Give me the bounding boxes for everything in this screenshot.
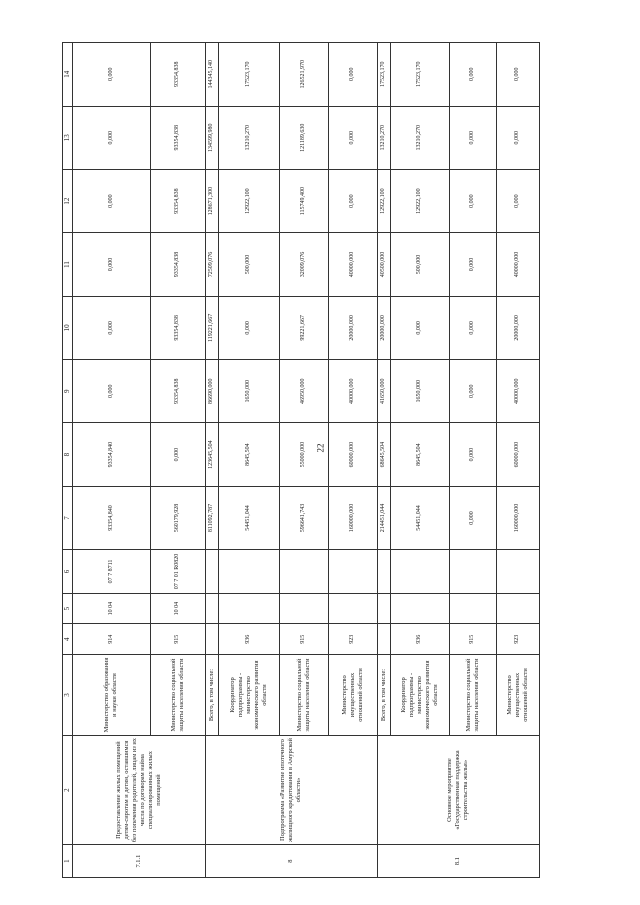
value-cell: 17523,170 — [377, 43, 390, 107]
executor-cell: Министерство имущественных отношений области — [496, 655, 539, 736]
value-cell: 0,000 — [449, 43, 496, 107]
value-cell: 0,000 — [218, 296, 279, 359]
value-cell: 134599,980 — [205, 106, 218, 169]
budget-table — [62, 42, 540, 878]
value-cell: 144345,140 — [205, 43, 218, 107]
value-cell: 20000,000 — [328, 296, 377, 359]
executor-cell: Координатор подпрограммы - министерство экономического развития области — [390, 655, 449, 736]
value-cell: 40000,000 — [328, 360, 377, 423]
value-cell: 500,000 — [218, 233, 279, 296]
value-cell: 60000,000 — [328, 423, 377, 486]
executor-cell: Координатор подпрограммы - министерство экономического развития области — [218, 655, 279, 736]
value-cell: 93354,840 — [72, 423, 150, 486]
value-cell: 0,000 — [328, 106, 377, 169]
value-cell: 121189,630 — [279, 106, 328, 169]
value-cell: 68645,504 — [377, 423, 390, 486]
value-cell: 13210,270 — [390, 106, 449, 169]
header-cell: 8 — [63, 423, 73, 486]
value-cell: 160000,000 — [496, 486, 539, 549]
value-cell: 8645,504 — [390, 423, 449, 486]
value-cell: 54451,044 — [218, 486, 279, 549]
value-cell: 560179,928 — [150, 486, 205, 549]
value-cell: 0,000 — [449, 296, 496, 359]
value-cell: 123645,504 — [205, 423, 218, 486]
row-code: 8 — [205, 845, 377, 878]
value-cell: 596641,743 — [279, 486, 328, 549]
value-cell: 0,000 — [449, 233, 496, 296]
header-cell: 3 — [63, 655, 73, 736]
value-cell: 13210,270 — [377, 106, 390, 169]
target-code-cell — [279, 550, 328, 594]
value-cell: 55000,000 — [279, 423, 328, 486]
rotated-table-wrapper — [62, 42, 529, 878]
header-cell: 6 — [63, 550, 73, 594]
row-description: Подпрограмма «Развитие ипотечного жилищного кредитования в Амурской области» — [205, 735, 377, 844]
value-cell: 0,000 — [496, 169, 539, 232]
value-cell: 0,000 — [328, 43, 377, 107]
section-code-cell — [205, 593, 218, 624]
ministry-code-cell: 915 — [150, 624, 205, 655]
header-cell: 2 — [63, 735, 73, 844]
section-code-cell — [390, 593, 449, 624]
section-code-cell: 10 04 — [150, 593, 205, 624]
target-code-cell: 07 7 01 R0820 — [150, 550, 205, 594]
value-cell: 60000,000 — [496, 423, 539, 486]
value-cell: 93354,838 — [150, 296, 205, 359]
section-code-cell — [377, 593, 390, 624]
section-code-cell — [328, 593, 377, 624]
ministry-code-cell: 923 — [328, 624, 377, 655]
target-code-cell — [496, 550, 539, 594]
ministry-code-cell: 936 — [218, 624, 279, 655]
value-cell: 40000,000 — [328, 233, 377, 296]
value-cell: 17523,170 — [390, 43, 449, 107]
header-cell: 14 — [63, 43, 73, 107]
ministry-code-cell: 923 — [496, 624, 539, 655]
row-description: Предоставление жилых помещений детям-сиротам и детям, оставшимся без попечения родителей, лицам из их числа по договорам найма специализированных жилых помещений — [72, 735, 205, 844]
ministry-code-cell — [205, 624, 218, 655]
value-cell: 128671,300 — [205, 169, 218, 232]
value-cell: 72509,076 — [205, 233, 218, 296]
ministry-code-cell — [377, 624, 390, 655]
value-cell: 214451,044 — [377, 486, 390, 549]
header-cell: 9 — [63, 360, 73, 423]
value-cell: 93354,838 — [150, 233, 205, 296]
value-cell: 12922,100 — [390, 169, 449, 232]
value-cell: 93354,838 — [150, 43, 205, 107]
target-code-cell — [449, 550, 496, 594]
header-cell: 7 — [63, 486, 73, 549]
executor-cell: Министерство имущественных отношений области — [328, 655, 377, 736]
value-cell: 93354,840 — [72, 486, 150, 549]
value-cell: 93354,838 — [150, 169, 205, 232]
header-cell: 11 — [63, 233, 73, 296]
value-cell: 99221,667 — [279, 296, 328, 359]
value-cell: 0,000 — [449, 169, 496, 232]
table-row — [72, 43, 150, 878]
ministry-code-cell: 915 — [449, 624, 496, 655]
value-cell: 8645,504 — [218, 423, 279, 486]
value-cell: 0,000 — [72, 169, 150, 232]
value-cell: 0,000 — [72, 360, 150, 423]
table-row — [205, 43, 218, 878]
section-code-cell: 10 04 — [72, 593, 150, 624]
value-cell: 93354,838 — [150, 360, 205, 423]
value-cell: 0,000 — [72, 106, 150, 169]
value-cell: 54451,044 — [390, 486, 449, 549]
target-code-cell: 07 7 8711 — [72, 550, 150, 594]
header-cell: 10 — [63, 296, 73, 359]
header-cell: 1 — [63, 845, 73, 878]
value-cell: 0,000 — [449, 360, 496, 423]
value-cell: 0,000 — [449, 486, 496, 549]
value-cell: 115749,400 — [279, 169, 328, 232]
ministry-code-cell: 936 — [390, 624, 449, 655]
header-cell: 13 — [63, 106, 73, 169]
executor-cell: Министерство социальной защиты населения области — [150, 655, 205, 736]
value-cell: 811092,787 — [205, 486, 218, 549]
page-number: 22 — [315, 443, 326, 453]
value-cell: 0,000 — [72, 43, 150, 107]
value-cell: 20000,000 — [496, 296, 539, 359]
value-cell: 500,000 — [390, 233, 449, 296]
value-cell: 86690,000 — [205, 360, 218, 423]
header-cell: 4 — [63, 624, 73, 655]
value-cell: 0,000 — [328, 169, 377, 232]
section-code-cell — [449, 593, 496, 624]
section-code-cell — [496, 593, 539, 624]
value-cell: 1650,000 — [390, 360, 449, 423]
value-cell: 41650,000 — [377, 360, 390, 423]
row-code: 8.1 — [377, 845, 539, 878]
value-cell: 17523,170 — [218, 43, 279, 107]
executor-cell: Всего, в том числе: — [377, 655, 390, 736]
header-cell: 12 — [63, 169, 73, 232]
ministry-code-cell: 914 — [72, 624, 150, 655]
ministry-code-cell: 915 — [279, 624, 328, 655]
target-code-cell — [390, 550, 449, 594]
value-cell: 0,000 — [496, 106, 539, 169]
target-code-cell — [205, 550, 218, 594]
executor-cell: Всего, в том числе: — [205, 655, 218, 736]
target-code-cell — [377, 550, 390, 594]
value-cell: 20000,000 — [377, 296, 390, 359]
value-cell: 0,000 — [449, 423, 496, 486]
value-cell: 40000,000 — [496, 360, 539, 423]
executor-cell: Министерство социальной защиты населения области — [449, 655, 496, 736]
value-cell: 12922,100 — [377, 169, 390, 232]
value-cell: 0,000 — [72, 233, 150, 296]
target-code-cell — [328, 550, 377, 594]
value-cell: 160000,000 — [328, 486, 377, 549]
header-row — [63, 43, 73, 878]
value-cell: 0,000 — [150, 423, 205, 486]
value-cell: 13210,270 — [218, 106, 279, 169]
value-cell: 40500,000 — [377, 233, 390, 296]
value-cell: 12922,100 — [218, 169, 279, 232]
value-cell: 32009,076 — [279, 233, 328, 296]
value-cell: 93354,838 — [150, 106, 205, 169]
executor-cell: Министерство социальной защиты населения области — [279, 655, 328, 736]
section-code-cell — [279, 593, 328, 624]
value-cell: 40000,000 — [496, 233, 539, 296]
row-code: 7.1.1 — [72, 845, 205, 878]
executor-cell: Министерство образования и науки области — [72, 655, 150, 736]
value-cell: 0,000 — [496, 43, 539, 107]
value-cell: 126521,970 — [279, 43, 328, 107]
value-cell: 0,000 — [72, 296, 150, 359]
value-cell: 119221,667 — [205, 296, 218, 359]
header-cell: 5 — [63, 593, 73, 624]
section-code-cell — [218, 593, 279, 624]
value-cell: 0,000 — [390, 296, 449, 359]
value-cell: 0,000 — [449, 106, 496, 169]
value-cell: 1650,000 — [218, 360, 279, 423]
row-description: Основное мероприятие «Государственная поддержка строительства жилья» — [377, 735, 539, 844]
target-code-cell — [218, 550, 279, 594]
value-cell: 46950,000 — [279, 360, 328, 423]
table-row — [377, 43, 390, 878]
